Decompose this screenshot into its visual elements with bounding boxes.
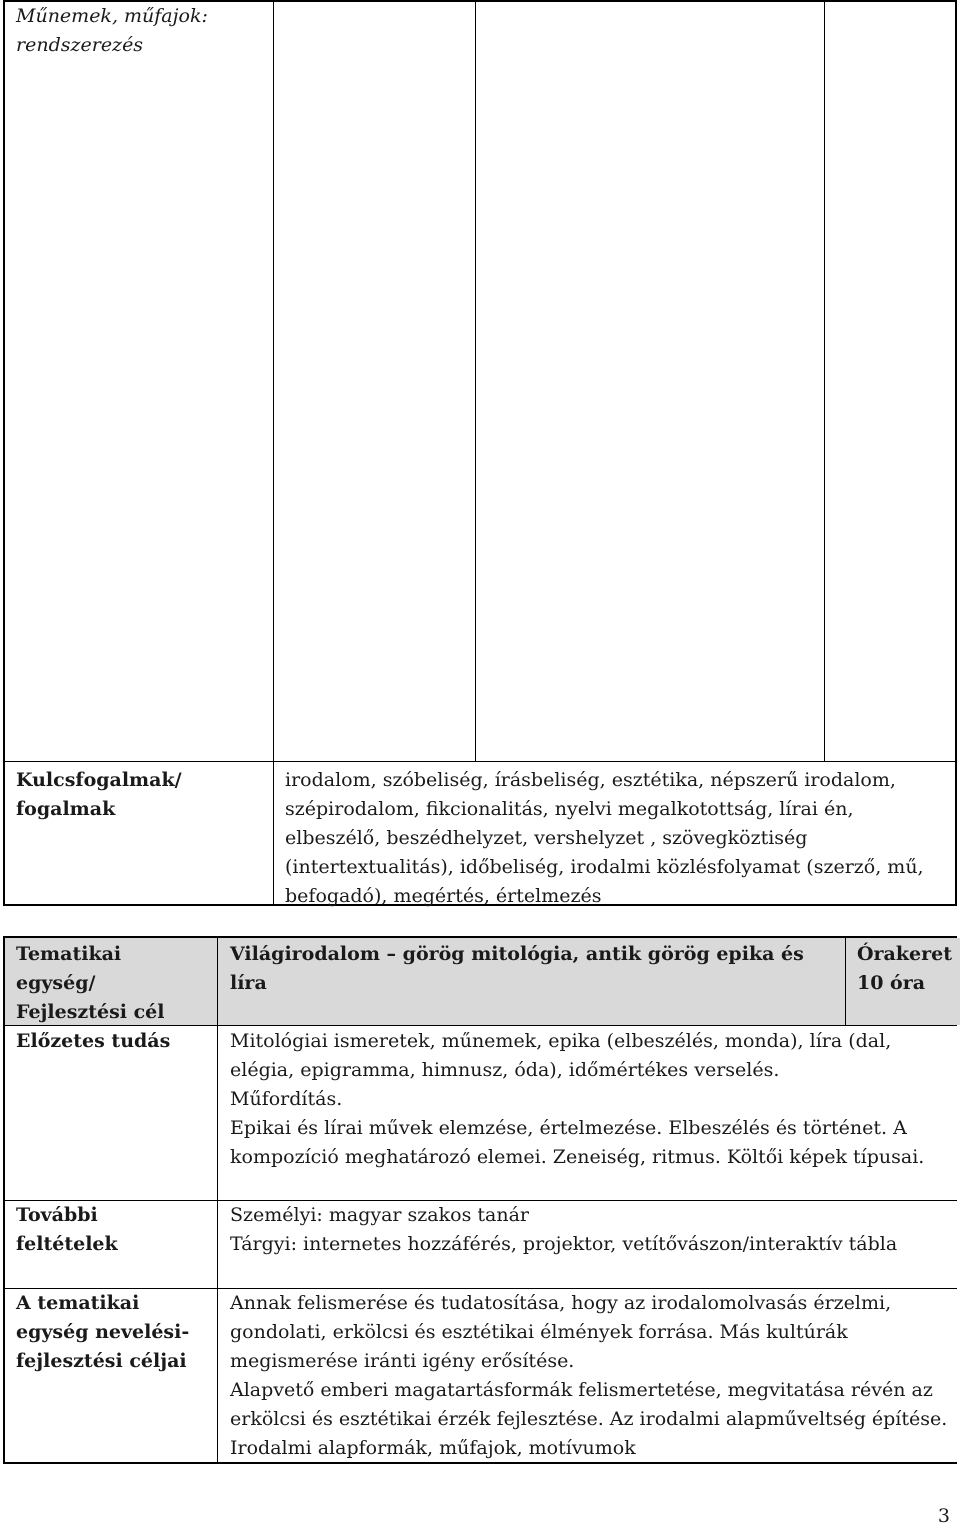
top-section-label-line1: Műnemek, műfajok: xyxy=(16,5,208,27)
top-section-label xyxy=(16,2,266,60)
kulcsfogalmak-label: Kulcsfogalmak/ fogalmak xyxy=(16,769,182,820)
orakeret-label: Órakeret xyxy=(857,943,952,965)
elozetes-tudas-paragraph-3: Epikai és lírai művek elemzése, értelmezése. Elbeszélés és történet. A kompozíció meghatározó elemei. Zeneiség, ritmus. Költői képek típusai. xyxy=(230,1117,925,1168)
column-divider-3 xyxy=(824,0,825,762)
row-divider-top xyxy=(3,761,957,762)
tovabbi-feltetelek-paragraph-1: Személyi: magyar szakos tanár xyxy=(230,1204,529,1226)
tovabbi-feltetelek-label: További feltételek xyxy=(16,1204,118,1255)
table-border-left xyxy=(3,0,5,905)
tematikai-orakeret-divider xyxy=(845,938,846,1025)
page-number: 3 xyxy=(937,1505,950,1527)
top-section-label-line2: rendszerezés xyxy=(16,34,144,56)
tematikai-title: Világirodalom – görög mitológia, antik görög epika és líra xyxy=(230,943,804,994)
celok-label: A tematikai egység nevelési-fejlesztési céljai xyxy=(16,1292,190,1372)
tovabbi-feltetelek-content xyxy=(230,1201,952,1259)
elozetes-tudas-paragraph-1: Mitológiai ismeretek, műnemek, epika (elbeszélés, monda), líra (dal, elégia, epigramma, himnusz, óda), időmértékes verselés. xyxy=(230,1030,892,1081)
column-divider-1 xyxy=(273,0,274,905)
tovabbi-feltetelek-paragraph-2: Tárgyi: internetes hozzáférés, projektor, vetítővászon/interaktív tábla xyxy=(230,1233,898,1255)
celok-paragraph-2: Alapvető emberi magatartásformák felismertetése, megvitatása révén az erkölcsi és esztétikai érzék fejlesztése. Az irodalmi alapműveltség építése. Irodalmi alapformák, műfajok, motívumok xyxy=(230,1379,948,1459)
celok-paragraph-1: Annak felismerése és tudatosítása, hogy az irodalomolvasás érzelmi, gondolati, erkölcsi és esztétikai élmények forrása. Más kultúrák megismerése iránti igény erősítése. xyxy=(230,1292,892,1372)
celok-content xyxy=(230,1289,952,1463)
elozetes-tudas-content xyxy=(230,1027,952,1172)
orakeret-value: 10 óra xyxy=(857,972,926,994)
table-border-right xyxy=(955,0,957,905)
elozetes-tudas-paragraph-2: Műfordítás. xyxy=(230,1088,343,1110)
tematikai-label: Tematikai egység/ Fejlesztési cél xyxy=(16,943,165,1023)
elozetes-tudas-label: Előzetes tudás xyxy=(16,1030,171,1052)
kulcsfogalmak-text: irodalom, szóbeliség, írásbeliség, esztétika, népszerű irodalom, szépirodalom, fikcionalitás, nyelvi megalkotottság, lírai én, elbeszélő, beszédhelyzet, vershelyzet , szövegköztiség (intertextualitás), időbeliség, irodalmi közlésfolyamat (szerző, mű, befogadó), megértés, értelmezés xyxy=(285,769,924,907)
column-divider-2 xyxy=(475,0,476,762)
